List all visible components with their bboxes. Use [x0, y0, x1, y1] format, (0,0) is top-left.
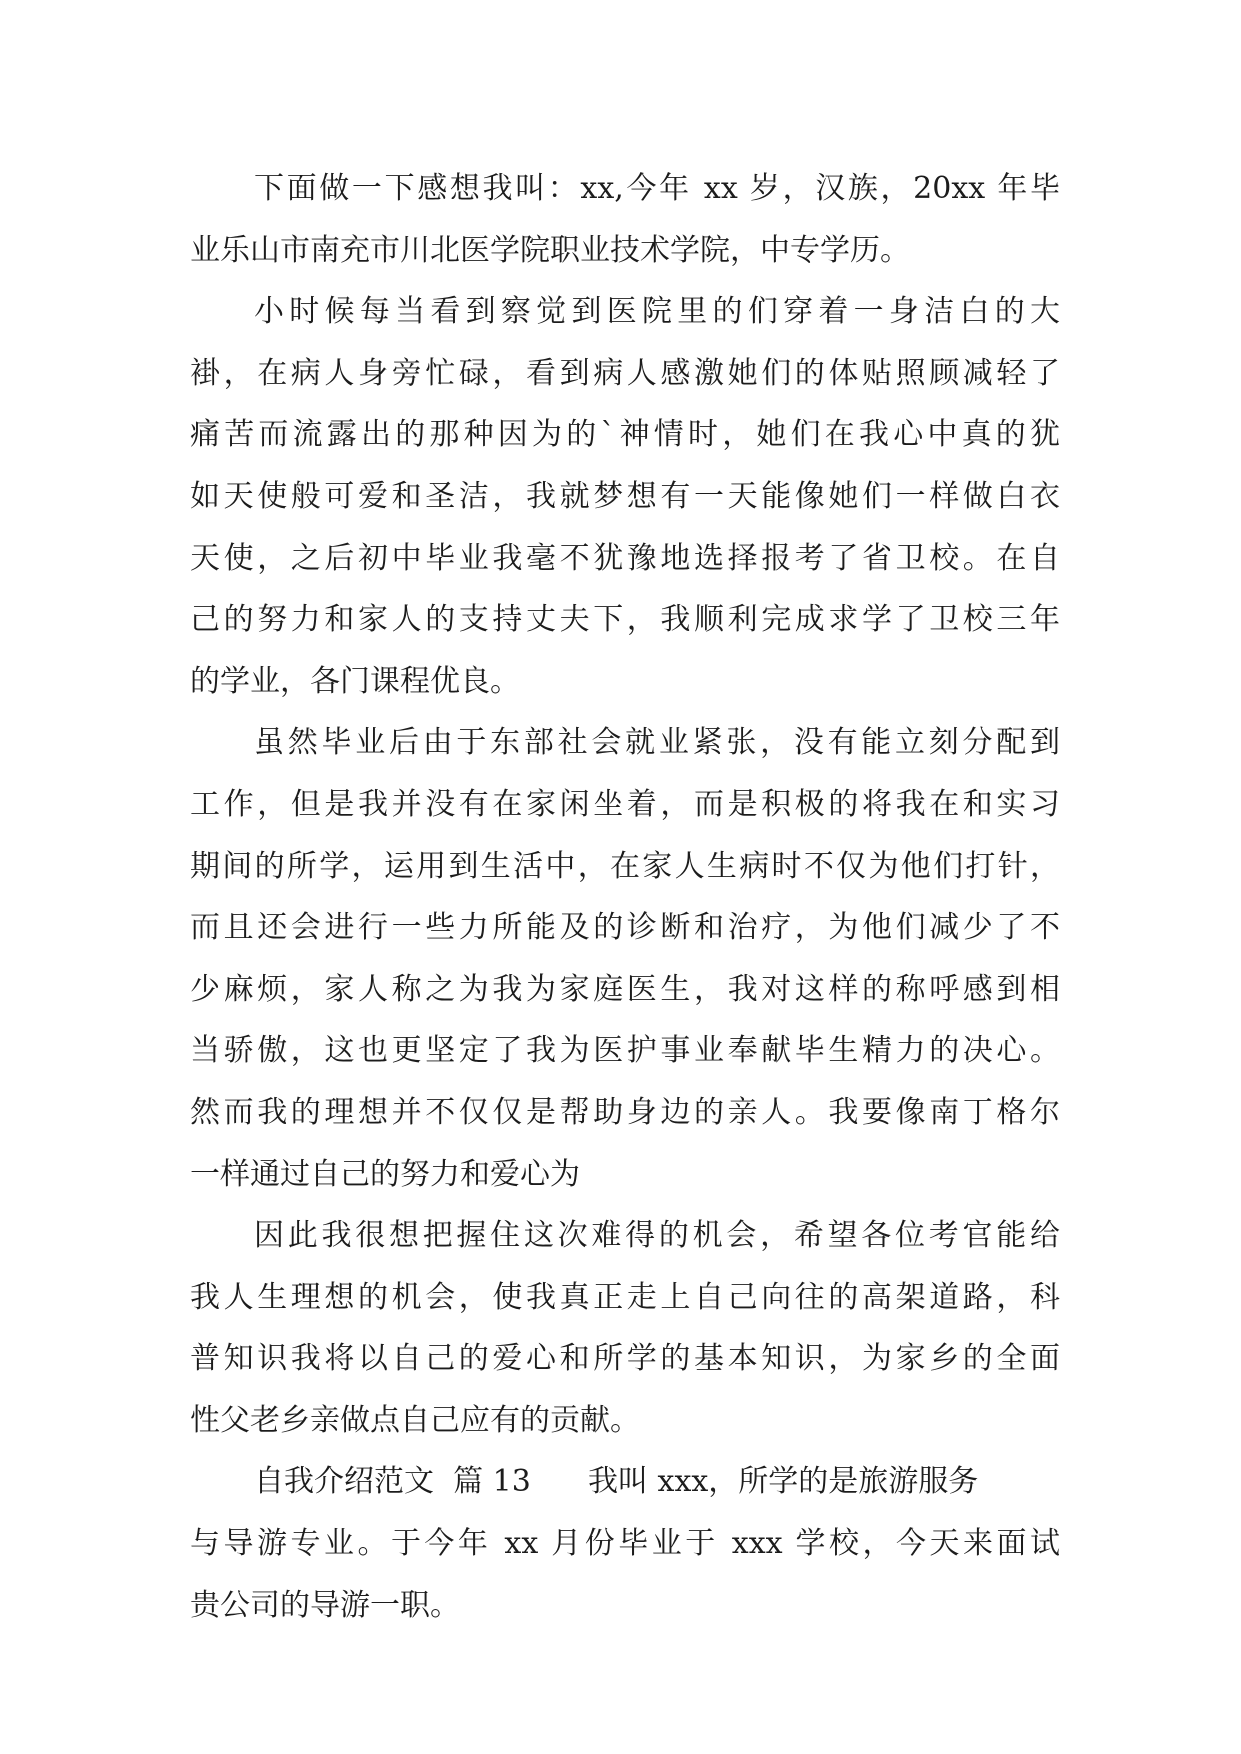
paragraph-1: [190, 158, 1060, 281]
paragraph-line: 当骄傲，这也更坚定了我为医护事业奉献毕生精力的决心。: [190, 1033, 1060, 1069]
paragraph-line: 期间的所学，运用到生活中，在家人生病时不仅为他们打针，: [190, 848, 1060, 884]
paragraph-line: 我人生理想的机会，使我真正走上自己向往的高架道路，科: [190, 1279, 1060, 1315]
paragraph-line: 天使，之后初中毕业我毫不犹豫地选择报考了省卫校。在自: [190, 540, 1060, 576]
paragraph-3: [190, 712, 1060, 1205]
document-body: [190, 158, 1060, 1636]
paragraph-line: 痛苦而流露出的那种因为的`神情时，她们在我心中真的犹: [190, 417, 1060, 453]
paragraph-line: 自我介绍范文 篇 13 我叫 xxx，所学的是旅游服务: [254, 1464, 979, 1500]
paragraph-line: 小时候每当看到察觉到医院里的们穿着一身洁白的大: [254, 294, 1060, 330]
paragraph-5: [190, 1451, 1060, 1636]
paragraph-line: 因此我很想把握住这次难得的机会，希望各位考官能给: [254, 1218, 1060, 1254]
paragraph-line: 的学业，各门课程优良。: [190, 663, 520, 699]
paragraph-line: 而且还会进行一些力所能及的诊断和治疗，为他们减少了不: [190, 910, 1060, 946]
paragraph-line: 虽然毕业后由于东部社会就业紧张，没有能立刻分配到: [254, 725, 1060, 761]
paragraph-line: 普知识我将以自己的爱心和所学的基本知识，为家乡的全面: [190, 1341, 1060, 1377]
paragraph-2: [190, 281, 1060, 712]
paragraph-line: 己的努力和家人的支持丈夫下，我顺利完成求学了卫校三年: [190, 602, 1060, 638]
paragraph-line: 贵公司的导游一职。: [190, 1587, 460, 1623]
paragraph-4: [190, 1205, 1060, 1451]
paragraph-line: 一样通过自己的努力和爱心为: [190, 1156, 580, 1192]
paragraph-line: 业乐山市南充市川北医学院职业技术学院，中专学历。: [190, 232, 910, 268]
paragraph-line: 工作，但是我并没有在家闲坐着，而是积极的将我在和实习: [190, 786, 1060, 822]
paragraph-line: 性父老乡亲做点自己应有的贡献。: [190, 1402, 640, 1438]
paragraph-line: 褂，在病人身旁忙碌，看到病人感激她们的体贴照顾减轻了: [190, 355, 1060, 391]
paragraph-line: 然而我的理想并不仅仅是帮助身边的亲人。我要像南丁格尔: [190, 1094, 1060, 1130]
paragraph-line: 下面做一下感想我叫：xx,今年 xx 岁，汉族，20xx 年毕: [254, 171, 1060, 206]
paragraph-line: 少麻烦，家人称之为我为家庭医生，我对这样的称呼感到相: [190, 971, 1060, 1007]
paragraph-line: 与导游专业。于今年 xx 月份毕业于 xxx 学校，今天来面试: [190, 1526, 1060, 1562]
paragraph-line: 如天使般可爱和圣洁，我就梦想有一天能像她们一样做白衣: [190, 478, 1060, 514]
